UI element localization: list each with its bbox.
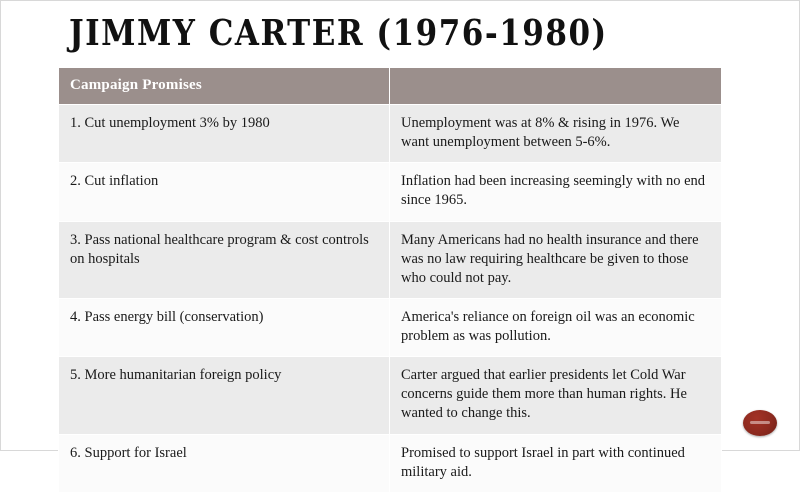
table-row	[59, 221, 722, 298]
detail-cell: Carter argued that earlier presidents let Cold War concerns guide them more than human rights. He wanted to change this.	[390, 357, 722, 434]
detail-cell: Promised to support Israel in part with continued military aid.	[390, 434, 722, 492]
detail-cell: Inflation had been increasing seemingly with no end since 1965.	[390, 163, 722, 221]
detail-cell: America's reliance on foreign oil was an economic problem as was pollution.	[390, 298, 722, 356]
promise-cell: 4. Pass energy bill (conservation)	[59, 298, 390, 356]
column-header-promises: Campaign Promises	[59, 68, 390, 105]
promise-cell: 1. Cut unemployment 3% by 1980	[59, 105, 390, 163]
table-row	[59, 434, 722, 492]
seal-highlight	[750, 421, 770, 424]
detail-cell: Unemployment was at 8% & rising in 1976. We want unemployment between 5-6%.	[390, 105, 722, 163]
promise-cell: 3. Pass national healthcare program & cost controls on hospitals	[59, 221, 390, 298]
column-header-details	[390, 68, 722, 105]
page-title: JIMMY CARTER (1976-1980)	[69, 13, 608, 55]
promise-cell: 5. More humanitarian foreign policy	[59, 357, 390, 434]
table-row	[59, 298, 722, 356]
detail-cell: Many Americans had no health insurance and there was no law requiring healthcare be given to those who could not pay.	[390, 221, 722, 298]
seal-icon	[743, 410, 777, 436]
promise-cell: 6. Support for Israel	[59, 434, 390, 492]
promises-table-container	[58, 67, 721, 493]
promises-table	[58, 67, 722, 493]
table-row	[59, 163, 722, 221]
table-row	[59, 357, 722, 434]
table-row	[59, 105, 722, 163]
table-header-row	[59, 68, 722, 105]
promise-cell: 2. Cut inflation	[59, 163, 390, 221]
